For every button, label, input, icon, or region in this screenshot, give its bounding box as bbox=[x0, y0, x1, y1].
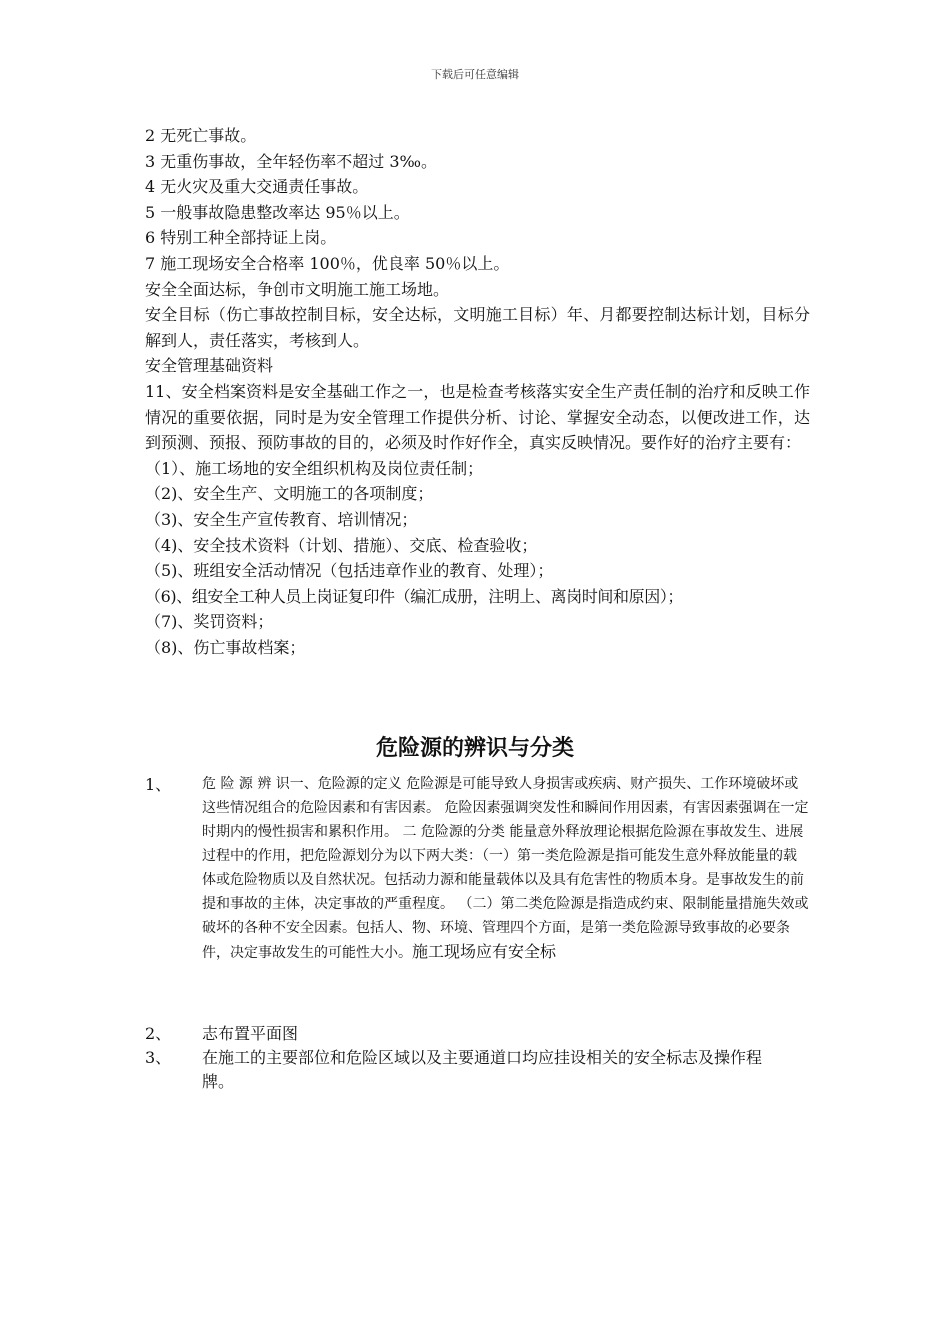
goal-line-6: 7 施工现场安全合格率 100％，优良率 50％以上。 bbox=[145, 253, 510, 273]
section-title: 危险源的辨识与分类 bbox=[375, 736, 574, 761]
item-text: 在施工的主要部位和危险区域以及主要通道口均应挂设相关的安全标志及操作程牌。 bbox=[202, 1048, 763, 1091]
numbered-item-1 bbox=[145, 772, 810, 965]
goal-line-5: 6 特别工种全部持证上岗。 bbox=[145, 228, 337, 248]
goal-line-4: 5 一般事故隐患整改率达 95％以上。 bbox=[145, 202, 410, 222]
item-number: 3、 bbox=[145, 1048, 172, 1067]
archive-item-6: （6)、组安全工种人员上岗证复印件（编汇成册，注明上、离岗时间和原因）； bbox=[145, 586, 684, 606]
archive-item-8: （8)、伤亡事故档案； bbox=[145, 637, 306, 657]
basic-data-heading: 安全管理基础资料 bbox=[145, 356, 274, 376]
page-header: 下载后可任意编辑 bbox=[431, 68, 519, 81]
goal-line-3: 4 无火灾及重大交通责任事故。 bbox=[145, 177, 369, 197]
numbered-item-3 bbox=[145, 1046, 810, 1094]
archive-item-3: （3)、安全生产宣传教育、培训情况； bbox=[145, 509, 418, 529]
item-number: 1、 bbox=[145, 775, 172, 794]
item-text: 志布置平面图 bbox=[202, 1024, 299, 1043]
document-body bbox=[145, 123, 810, 660]
archive-item-7: （7)、奖罚资料； bbox=[145, 612, 274, 632]
archive-item-5: （5)、班组安全活动情况（包括违章作业的教育、处理）； bbox=[145, 561, 554, 581]
goal-line-7: 安全全面达标，争创市文明施工施工场地。 bbox=[145, 279, 450, 299]
archive-item-2: （2)、安全生产、文明施工的各项制度； bbox=[145, 484, 434, 504]
goal-line-1: 2 无死亡事故。 bbox=[145, 126, 257, 145]
numbered-item-2 bbox=[145, 1022, 810, 1046]
item-number: 2、 bbox=[145, 1024, 172, 1043]
hazard-sign-text: 施工现场应有安全标 bbox=[412, 942, 557, 961]
item-text bbox=[202, 772, 810, 965]
safety-target-paragraph: 安全目标（伤亡事故控制目标，安全达标，文明施工目标）年、月都要控制达标计划，目标分解到人，责任落实，考核到人。 bbox=[145, 305, 810, 350]
archive-item-1: （1）、施工场地的安全组织机构及岗位责任制； bbox=[145, 458, 484, 478]
hazard-definition-text: 危 险 源 辨 识一、危险源的定义 危险源是可能导致人身损害或疾病、财产损失、工作环境破坏或这些情况组合的危险因素和有害因素。 危险因素强调突发性和瞬间作用因素，有害因素强调在一定时期内的慢性损害和累积作用。 二 危险源的分类 能量意外释放理论根据危险源在事故发生、进展过程中的作用，把危险源划分为以下两大类：（一）第一类危险源是指可能发生意外释放能量的载体或危险物质以及自然状况。包括动力源和能量载体以及具有危害性的物质本身。是事故发生的前提和事故的主体，决定事故的严重程度。 （二）第二类危险源是指造成约束、限制能量措施失效或破坏的各种不安全因素。包括人、物、环境、管理四个方面，是第一类危险源导致事故的必要条件，决定事故发生的可能性大小。 bbox=[202, 776, 809, 961]
archive-item-4: （4)、安全技术资料（计划、措施）、交底、检查验收； bbox=[145, 535, 538, 555]
archive-paragraph: 11、安全档案资料是安全基础工作之一，也是检查考核落实安全生产责任制的治疗和反映工作情况的重要依据，同时是为安全管理工作提供分析、讨论、掌握安全动态，以便改进工作，达到预测、预报、预防事故的目的，必须及时作好作全，真实反映情况。要作好的治疗主要有： bbox=[145, 381, 810, 453]
goal-line-2: 3 无重伤事故，全年轻伤率不超过 3‰。 bbox=[145, 151, 438, 171]
